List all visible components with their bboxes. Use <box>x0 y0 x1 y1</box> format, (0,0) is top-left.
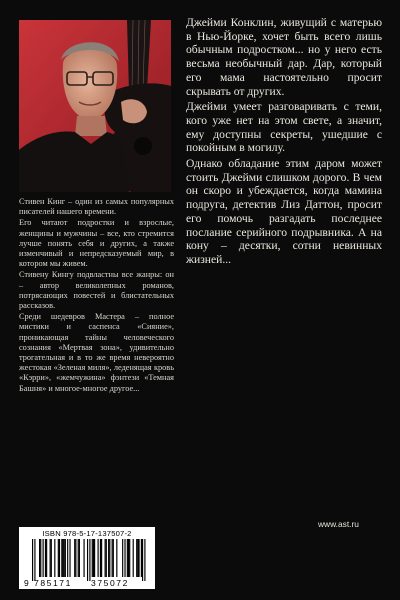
barcode-bar <box>32 539 33 581</box>
barcode-bar <box>116 539 117 577</box>
barcode-bar <box>108 539 109 577</box>
barcode-bar <box>106 539 107 577</box>
barcode-bar <box>127 539 128 577</box>
barcode-bar <box>62 539 63 577</box>
annotation-paragraph: Джейми Конклин, живущий с матерью в Нью-Йорке, хочет быть всего лишь обычным подростком... но у него есть весьма необычный дар. Дар, который его мама настоятельно просит скрывать от других. <box>186 16 382 98</box>
barcode-bar <box>137 539 138 577</box>
barcode-bar <box>98 539 99 577</box>
barcode-bar <box>79 539 80 577</box>
bio-paragraph: Среди шедевров Мастера – полное мистики и саспенса «Сияние», проникающая тайны человеческого сознания «Мертвая зона», удивительно трогательная и в то же время невероятно жестокая «Зеленая миля», леденящая кровь «Кэрри», «жемчужина» фэнтези «Темная Башня» и многое-многое другое... <box>19 312 174 393</box>
barcode-bar <box>74 539 75 577</box>
barcode-bar <box>109 539 110 577</box>
barcode-bar <box>105 539 106 577</box>
barcode-bar <box>89 539 90 581</box>
barcode-bar <box>129 539 130 577</box>
author-bio <box>19 197 174 395</box>
barcode-bar <box>45 539 46 577</box>
author-with-guitar-photo-icon <box>19 20 171 192</box>
barcode-bar <box>67 539 68 577</box>
barcode-bar <box>100 539 101 577</box>
barcode-bar <box>94 539 95 577</box>
barcode-bar <box>61 539 62 577</box>
barcode-bar <box>69 539 70 577</box>
barcode-bar <box>54 539 55 577</box>
barcode-bar <box>40 539 41 577</box>
barcode-bar <box>50 539 51 577</box>
barcode-bar <box>112 539 113 577</box>
barcode-icon <box>23 539 151 587</box>
barcode-bar <box>46 539 47 577</box>
barcode-bar <box>75 539 76 577</box>
barcode-bar <box>122 539 123 577</box>
publisher-website: www.ast.ru <box>318 519 359 529</box>
barcode-bar <box>87 539 88 581</box>
annotation-paragraph: Джейми умеет разговаривать с теми, кого уже нет на этом свете, а значит, ему доступны секреты, ушедшие с покойным в могилу. <box>186 100 382 155</box>
isbn-number: ISBN 978-5-17-137507-2 <box>42 529 132 538</box>
barcode-bar <box>58 539 59 577</box>
barcode-bar <box>65 539 66 577</box>
barcode-first-digit: 9 <box>24 578 29 587</box>
annotation-paragraph: Однако обладание этим даром может стоить Джейми слишком дорого. В чем он скоро и убеждается, когда мамина подруга, детектив Лиз Даттон, просит его помочь разгадать последнее послание серийного подрывника. А на кону – десятки, сотни невинных жизней... <box>186 157 382 266</box>
barcode-bar <box>34 539 35 581</box>
book-annotation <box>186 16 382 269</box>
barcode-bar <box>59 539 60 577</box>
isbn-barcode <box>19 527 155 589</box>
barcode-bar <box>51 539 52 577</box>
barcode-bar <box>83 539 84 577</box>
barcode-bar <box>39 539 40 577</box>
barcode-bar <box>144 539 145 581</box>
barcode-bar <box>43 539 44 577</box>
barcode-bar <box>138 539 139 577</box>
barcode-bar <box>136 539 137 577</box>
barcode-bar <box>142 539 143 581</box>
barcode-left-digits: 785171 <box>34 578 72 587</box>
barcode-bar <box>78 539 79 577</box>
barcode-bar <box>141 539 142 577</box>
barcode-bar <box>124 539 125 577</box>
barcode-bar <box>64 539 65 577</box>
barcode-bar <box>133 539 134 577</box>
author-photo <box>19 20 171 192</box>
barcode-bar <box>93 539 94 577</box>
barcode-bar <box>101 539 102 577</box>
bio-paragraph: Стивен Кинг – один из самых популярных писателей нашего времени. <box>19 197 174 217</box>
bio-paragraph: Его читают подростки и взрослые, женщины и мужчины – все, кто стремится лучше понять себя и других, а также изменчивый и непредсказуемый мир, в котором мы живем. <box>19 218 174 269</box>
barcode-right-digits: 375072 <box>91 578 129 587</box>
bio-paragraph: Стивену Кингу подвластны все жанры: он – автор великолепных романов, потрясающих повестей и блистательных рассказов. <box>19 270 174 311</box>
barcode-bar <box>113 539 114 577</box>
barcode-bar <box>92 539 93 577</box>
barcode-bar <box>128 539 129 577</box>
